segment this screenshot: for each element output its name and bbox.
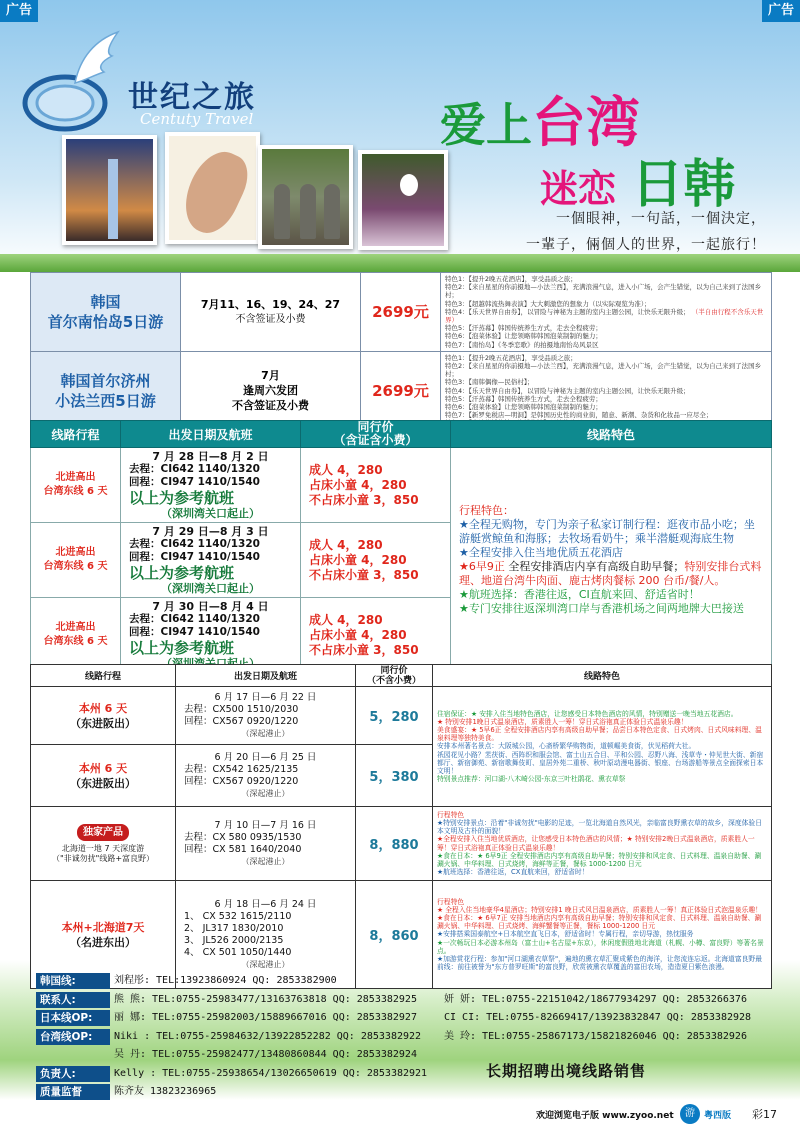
table-header-row — [31, 421, 772, 448]
dates-cell — [176, 745, 356, 807]
port-note: （深起港止） — [241, 788, 290, 798]
contact-info: 吴 丹: TEL:0755-25982477/13480860844 QQ: 2853382924 — [114, 1049, 417, 1060]
return-flight: 回程：CX567 0920/1220 — [184, 715, 299, 727]
feature-text: 特色4：【乐天世界自由券】，以冒险与神秘为主题的室内主题公园，让快乐无限升级； — [445, 307, 690, 316]
tour-name — [31, 351, 181, 430]
header-price-line1: 同行价 — [380, 665, 408, 676]
japan-tours-table — [30, 664, 772, 989]
feature-line: ★一次畅玩日本必游本州岛（富士山+名古屋+东京），休闲度假胜地北海道（札幌、小樽、富良野）等著名景点。 — [437, 938, 764, 955]
contact-info: 刘程彤: TEL:13923860924 QQ: 2853382900 — [114, 975, 337, 986]
contact-info: 熊 熊: TEL:0755-25983477/13163763818 QQ: 2853382925 — [114, 993, 417, 1005]
grass-decoration — [0, 254, 800, 272]
tour-note: 不含签证及小费 — [235, 313, 306, 325]
statue-shape — [324, 184, 340, 239]
feature-line: 特别景点推荐：河口湖-八木崎公园-东京三叶杜鹃花、熏衣草祭 — [437, 775, 626, 784]
tour-features — [441, 273, 772, 352]
slogan1-part-b: 台湾 — [532, 91, 640, 154]
header-features: 线路特色 — [451, 421, 772, 448]
route-line2: 台湾东线 6 天 — [43, 486, 108, 497]
geisha-photo — [358, 150, 448, 250]
feature-line: 特色6：【泡菜体验】让您领略韩韩国泡菜制制的魅力； — [445, 403, 602, 412]
feature-line: ★全程安排入住当地优质酒店，让您感受日本特色酒店的风情；★ 特别安排2晚日式温泉酒店，质素胜人一筹！穿日式浴袍真正体验日式温泉乐趣！ — [437, 835, 755, 852]
feature-aside: （半自由行程不含乐天世界） — [445, 307, 764, 325]
port-note: （深起港止） — [241, 728, 290, 738]
taiwan-map-photo — [165, 132, 260, 244]
feature-line: ★加游赏花行程：参加"河口湖熏衣草祭"，遍地的熏衣草汇聚成紫色的海洋，让您流连忘返。北海道富良野最前线：前往被誉为"东方普罗旺斯"的富良野，欣赏被熏衣草覆盖的富田农场，造造夏日紫色浪漫。 — [437, 955, 763, 972]
reference-note: 以上为参考航班 — [129, 489, 235, 507]
route-line1: 本州+北海道7天 — [61, 920, 145, 934]
feature-line: 特色1：【提升2晚五花酒店】，享受品质之旅； — [445, 353, 577, 362]
adult-price: 成人 4，280 — [309, 612, 383, 627]
page-number: 彩17 — [752, 1108, 777, 1121]
port-note: （深起港止） — [241, 959, 290, 969]
child-nobed-price: 不占床小童 3，850 — [309, 642, 419, 657]
ad-label-left: 广告 — [0, 0, 38, 22]
child-nobed-price: 不占床小童 3，850 — [309, 492, 419, 507]
feature-line: 安排本州著名景点：大阪城公园，心斋桥繁华购物街，道顿崛美食街，伏见稻荷大社。 — [437, 742, 696, 751]
tour-price: 2699元 — [361, 273, 441, 352]
header-features: 线路特色 — [433, 665, 772, 687]
taiwan-tours-table — [30, 420, 772, 673]
feature-line: 祇园花见小路？苤茯街、西阵织和服会馆、富士山五合目、平和公园、忍野八海、浅草寺・仲见世大街、新宿都厅、新宿御苑、新宿歌舞伎町、皇居外苑二重桥、秋叶原动漫电器街、银座、台场游船等景点全面探索日本文明！ — [437, 750, 764, 775]
header-route: 线路行程 — [31, 665, 176, 687]
route-line2: （"非诚勿扰"线路+富良野） — [51, 853, 155, 863]
route-line2: （名进东出） — [70, 935, 136, 949]
tour-date-text: 7月 — [261, 369, 280, 383]
price-cell — [301, 598, 451, 673]
route-cell — [31, 807, 176, 881]
price-cell: 5，380 — [356, 745, 433, 807]
contact-row — [36, 1083, 776, 1102]
contact-row — [36, 1028, 776, 1047]
feature-line: ★专门安排往返深圳湾口岸与香港机场之间两地牌大巴接送 — [459, 602, 744, 615]
tour-features — [441, 351, 772, 430]
wing-logo-icon — [20, 28, 120, 138]
date-range: 6 月 18 日—6 月 24 日 — [214, 898, 317, 910]
route-line2: 台湾东线 6 天 — [43, 561, 108, 572]
tour-date-text2: 逢周六发团 — [243, 384, 298, 398]
date-range: 7 月 28 日—8 月 2 日 — [152, 450, 269, 463]
logo-chinese: 世纪之旅 — [128, 80, 256, 115]
feature-text: 特别安排台式料理、地道台湾牛肉面、鹿古烤肉餐标 200 台币/餐/人。 — [459, 560, 762, 587]
contact-label: 联系人: — [36, 992, 110, 1008]
contact-info-2: 美 玲: TEL:0755-25867173/15821826046 QQ: 2853382926 — [444, 1030, 747, 1042]
contact-label: 质量监督 — [36, 1084, 110, 1100]
date-range: 6 月 20 日—6 月 25 日 — [214, 751, 317, 763]
feature-line: 特色5：【汗蒸幕】韩国传统养生方式，走去全程疲劳； — [445, 324, 602, 333]
dates-cell — [121, 448, 301, 523]
table-row — [31, 687, 772, 745]
poem-line-1: 一個眼神，一句話，一個決定， — [556, 211, 766, 227]
features-title: 行程特色： — [459, 504, 514, 517]
tour-name-line1: 韩国首尔济州 — [60, 371, 151, 390]
child-nobed-price: 不占床小童 3，850 — [309, 567, 419, 582]
edition-name: 粤西版 — [704, 1111, 732, 1121]
feature-line: 特色1：【提升2晚五花酒店】，享受品质之旅； — [445, 275, 577, 283]
route-line1: 本州 6 天 — [78, 701, 128, 715]
features-cell — [433, 687, 772, 807]
feature-line: 特色2：【来自星星的你前摄地—小法兰西】，充满浪漫气息，进入小广场，会产生错觉，以为自己来到了法国乡村； — [445, 362, 762, 379]
return-flight: 回程：CI947 1410/1540 — [129, 476, 260, 488]
feature-line: 特色7：【新罗免税店—明洞】是韩国历史性的商业街，随意、新潮、杂货和化妆品一应尽全； — [445, 411, 713, 420]
statue-shape — [300, 184, 316, 239]
port-note: （深起港止） — [241, 856, 290, 866]
slogan2-part-b: 日韩 — [631, 155, 736, 215]
dates-cell — [121, 523, 301, 598]
footer-website[interactable]: 欢迎浏览电子版 www.zyoo.net — [536, 1111, 674, 1121]
outbound-flight: 去程：CX500 1510/2030 — [184, 703, 299, 715]
reference-note: 以上为参考航班 — [129, 639, 235, 657]
features-cell — [433, 807, 772, 881]
price-cell — [301, 523, 451, 598]
contact-label: 日本线OP: — [36, 1010, 110, 1026]
outbound-flight: 去程：CX542 1625/2135 — [184, 763, 299, 775]
price-cell: 8，880 — [356, 807, 433, 881]
feature-line: ★全程安排入住当地优质五花酒店 — [459, 546, 623, 559]
header-price — [301, 421, 451, 448]
child-bed-price: 占床小童 4，280 — [309, 552, 407, 567]
island-shape — [174, 143, 257, 241]
feature-line: 行程特色 — [437, 897, 465, 906]
statue-shape — [274, 184, 290, 239]
route-cell — [31, 598, 121, 673]
header-price-line1: 同行价 — [357, 420, 394, 434]
slogan-japan-korea — [540, 142, 735, 217]
publisher-logo-icon: 游 — [680, 1104, 700, 1124]
ad-label-right: 广告 — [762, 0, 800, 22]
table-row — [31, 351, 772, 430]
contact-label: 韩国线: — [36, 973, 110, 989]
tour-name-line2: 首尔南怡岛5日游 — [47, 312, 164, 331]
route-line2: （东进阪出） — [70, 776, 136, 790]
header-price-line2: （不含小费） — [366, 675, 421, 686]
outbound-flight: 去程：CI642 1140/1320 — [129, 538, 260, 550]
table-row — [31, 273, 772, 352]
header-price-line2: （含证含小费） — [333, 433, 418, 447]
exclusive-badge: 独家产品 — [77, 824, 129, 841]
feature-text: 全程安排酒店内享有高级自助早餐； — [508, 560, 685, 573]
date-range: 7 月 29 日—8 月 3 日 — [152, 525, 269, 538]
adult-price: 成人 4，280 — [309, 462, 383, 477]
feature-text: 特色3：【超越韩流热舞表演】大大刺激您的想象力（以实际观览为准）； — [445, 299, 651, 308]
route-line2: （东进阪出） — [70, 716, 136, 730]
feature-line: 行程特色 — [437, 810, 465, 819]
feature-line: 住宿保证：★ 安排入住当地特色酒店，让您感受日本特色酒店的风情，特别赠送一晚当地五花酒店。 — [437, 709, 738, 718]
feature-line: ★ 特别安排1晚日式温泉酒店，质素胜人一筹！穿日式浴袍真正体验日式温泉乐趣！ — [437, 717, 688, 726]
tour-dates — [181, 351, 361, 430]
feature-line: ★食在日本：★ 6早9正 全程安排酒店内享有高级自助早餐；特别安排和风定食、日式料理、温泉自助餐、涮涮火锅、中华料理、日式烧烤，海鲜等正餐，餐标 1000-1200 日元 — [437, 851, 762, 868]
route-cell — [31, 523, 121, 598]
contact-info: Kelly : TEL:0755-25938654/13026650619 QQ: 2853382921 — [114, 1067, 428, 1079]
route-cell — [31, 448, 121, 523]
port-note: （深圳湾关口起止） — [161, 582, 260, 595]
header-route: 线路行程 — [31, 421, 121, 448]
outbound-flight: 去程：CX 580 0935/1530 — [184, 831, 302, 843]
face-shape — [400, 174, 418, 196]
tour-note: 不含签证及小费 — [232, 399, 309, 413]
route-line1: 北海道一地 7 天深度游 — [61, 843, 145, 853]
feature-highlight: ★6早9正 — [459, 560, 505, 573]
tour-name-line1: 韩国 — [90, 292, 121, 311]
feature-line: 特色2：【来自星星的你前摄地—小法兰西】，充满浪漫气息，进入小广场，会产生错觉，以为自己来到了法国乡村； — [445, 283, 762, 300]
port-note: （深圳湾关口起止） — [161, 507, 260, 520]
route-line1: 北进高出 — [55, 547, 96, 558]
feature-line: ★食在日本：★ 6早7正 安排当地酒店内享有高级自助早餐；特别安排和风定食、日式料理、温泉自助餐、涮涮火锅、中华料理、日式烧烤、海鲜蟹餐等正餐，餐标 1000-1200 日元 — [437, 913, 762, 931]
flight-option: 2、 JL317 1830/2010 — [184, 922, 284, 934]
reference-note: 以上为参考航班 — [129, 564, 235, 582]
price-cell — [301, 448, 451, 523]
jeju-statues-photo — [258, 145, 353, 249]
contact-label: 负责人: — [36, 1066, 110, 1082]
feature-line: ★航班选择：香港往返，CI直航来回、舒适省时！ — [459, 588, 700, 601]
feature-line — [445, 300, 767, 308]
feature-line: 特色4：【乐天世界自由券】，以冒险与神秘为主题的室内主题公园，让快乐无限升级； — [445, 386, 690, 395]
child-bed-price: 占床小童 4，280 — [309, 627, 407, 642]
footer-bar — [0, 1100, 800, 1128]
feature-line: 特色7：【南怡岛】《冬季恋歌》的拍摄地南怡岛风景区 — [445, 340, 599, 349]
feature-line: ★ 全程入住当地豪华4星酒店；特别安排1 晚日式风吕温泉酒店，质素胜人一筹！真正体验日式泡温泉乐趣！ — [437, 905, 762, 914]
dates-cell — [176, 807, 356, 881]
header-banner — [0, 0, 800, 270]
feature-line: ★安排搭乘国泰航空+日本航空直飞日本，舒适省时！专属行程，亲切导游，热忱服务 — [437, 930, 694, 939]
table-row — [31, 448, 772, 523]
contact-row — [36, 1009, 776, 1028]
feature-line — [459, 560, 763, 588]
feature-line — [445, 308, 767, 324]
contact-info: 陈齐友 13823236965 — [114, 1086, 217, 1097]
tour-dates — [181, 273, 361, 352]
feature-line: 特色6：【泡菜体验】让您领略韩韩国泡菜制制的魅力； — [445, 332, 602, 341]
route-line1: 北进高出 — [55, 622, 96, 633]
tour-price: 2699元 — [361, 351, 441, 430]
slogan1-part-a: 爱上 — [440, 98, 532, 152]
return-flight: 回程：CX567 0920/1220 — [184, 775, 299, 787]
logo-english: Centuty Travel — [140, 110, 254, 128]
tour-date-text: 7月11、16、19、24、27 — [200, 297, 341, 311]
return-flight: 回程：CI947 1410/1540 — [129, 551, 260, 563]
table-row — [31, 807, 772, 881]
flight-option: 4、 CX 501 1050/1440 — [184, 946, 292, 958]
feature-line: 美食盛宴：★ 5早6正 全程安排酒店内享有高级自助早餐；品尝日本特色定食、日式烤肉、日式风味料理、温泉料理等独特美食。 — [437, 725, 762, 743]
feature-line: ★特别安排景点：沿着"非诚勿扰"电影的足迹，一览北海道自然风光，亲临富良野熏衣草的故乡，深度体验日本文明及古朴的面貌！ — [437, 818, 763, 836]
korea-tours-table — [30, 272, 772, 431]
flight-option: 1、 CX 532 1615/2110 — [184, 910, 292, 922]
outbound-flight: 去程：CI642 1140/1320 — [129, 613, 260, 625]
route-cell — [31, 745, 176, 807]
table-header-row — [31, 665, 772, 687]
contact-label: 台湾线OP: — [36, 1029, 110, 1045]
poem-line-2: 一輩子，倆個人的世界，一起旅行！ — [526, 237, 766, 253]
header-dates: 出发日期及航班 — [121, 421, 301, 448]
contact-row — [36, 1046, 776, 1065]
contact-row — [36, 972, 776, 991]
route-line1: 北进高出 — [55, 472, 96, 483]
features-cell — [451, 448, 772, 673]
date-range: 7 月 10 日—7 月 16 日 — [214, 819, 317, 831]
dates-cell — [176, 687, 356, 745]
child-bed-price: 占床小童 4，280 — [309, 477, 407, 492]
adult-price: 成人 4，280 — [309, 537, 383, 552]
contact-info-2: 妍 妍: TEL:0755-22151042/18677934297 QQ: 2853266376 — [444, 993, 747, 1005]
feature-line: ★航班选择：香港往返，CX直航来回，舒适省时！ — [437, 868, 589, 877]
header-dates: 出发日期及航班 — [176, 665, 356, 687]
contact-row — [36, 1065, 776, 1084]
date-range: 7 月 30 日—8 月 4 日 — [152, 600, 269, 613]
return-flight: 回程：CI947 1410/1540 — [129, 626, 260, 638]
contact-info: Niki : TEL:0755-25984632/13922852282 QQ: 2853382922 — [114, 1030, 422, 1042]
outbound-flight: 去程：CI642 1140/1320 — [129, 463, 260, 475]
feature-line: ★全程无购物，专门为亲子私家订制行程：逛夜市品小吃；坐游艇赏鲸鱼和海豚；去牧场看奶牛；乘半潜艇观海底生物 — [459, 518, 755, 545]
tour-name-line2: 小法兰西5日游 — [55, 391, 156, 410]
feature-line: 特色3：【南韩偶像—民俗村】； — [445, 378, 534, 387]
taipei-photo — [62, 135, 157, 245]
contact-info-2: CI CI: TEL:0755-82669417/13923832847 QQ: 2853382928 — [444, 1012, 752, 1023]
recruitment-notice: 长期招聘出境线路销售 — [486, 1062, 647, 1080]
flight-option: 3、 JL526 2000/2135 — [184, 934, 284, 946]
date-range: 6 月 17 日—6 月 22 日 — [214, 691, 317, 703]
contact-list — [36, 972, 776, 1102]
tower-shape — [108, 159, 118, 239]
header-price — [356, 665, 433, 687]
route-line1: 本州 6 天 — [78, 761, 128, 775]
tour-name — [31, 273, 181, 352]
dates-cell — [121, 598, 301, 673]
contact-info: 丽 娜: TEL:0755-25982003/15889667016 QQ: 2853382927 — [114, 1012, 417, 1023]
route-line2: 台湾东线 6 天 — [43, 636, 108, 647]
price-cell: 5，280 — [356, 687, 433, 745]
slogan2-part-a: 迷恋 — [540, 167, 617, 211]
price-cell: 8，860 — [356, 881, 433, 989]
route-cell — [31, 687, 176, 745]
contact-row — [36, 991, 776, 1010]
return-flight: 回程：CX 581 1640/2040 — [184, 843, 302, 855]
feature-line: 特色5：【汗蒸幕】韩国传统养生方式，走去全程疲劳； — [445, 394, 602, 403]
